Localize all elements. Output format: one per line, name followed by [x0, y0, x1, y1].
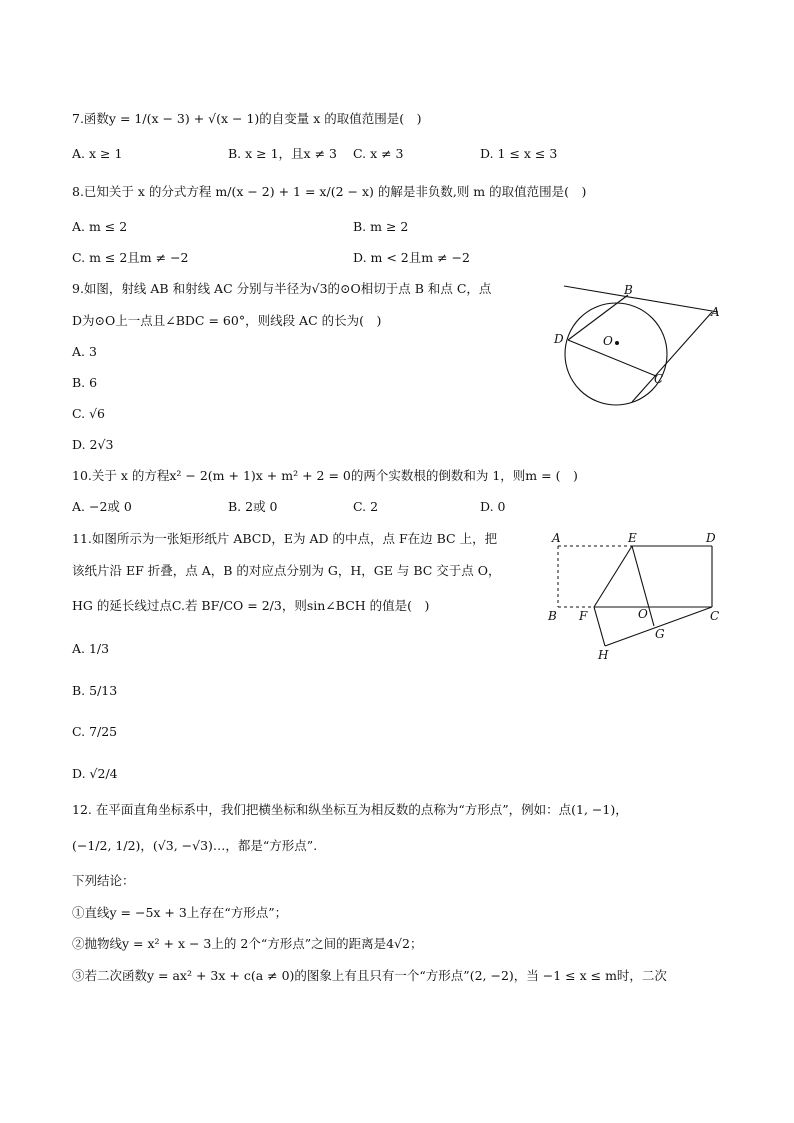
label-a: A — [711, 305, 720, 319]
q8-option-a: A. m ≤ 2 — [72, 219, 128, 234]
label-o: O — [638, 607, 648, 621]
q11-stem-line2: 该纸片沿 EF 折叠，点 A，B 的对应点分别为 G，H，GE 与 BC 交于点 O， — [72, 563, 501, 578]
q11-option-b: B. 5/13 — [72, 683, 118, 698]
label-e: E — [628, 531, 637, 545]
q11-stem-line3: HG 的延长线过点C.若 BF/CO = 2/3，则sin∠BCH 的值是( ) — [72, 598, 430, 613]
q11-rectangle-fold-figure — [546, 528, 728, 664]
q11-option-c: C. 7/25 — [72, 724, 118, 739]
q12-item-2: ②抛物线y = x² + x − 3上的 2个“方形点”之间的距离是4√2； — [72, 936, 423, 951]
label-g: G — [655, 627, 665, 641]
q9-circle-figure — [548, 278, 728, 408]
q9-option-a: A. 3 — [72, 344, 97, 359]
label-f: F — [579, 609, 588, 623]
label-b: B — [624, 283, 633, 297]
q7-option-b: B. x ≥ 1，且x ≠ 3 — [228, 146, 337, 161]
label-d: D — [554, 332, 564, 346]
q9-option-d: D. 2√3 — [72, 437, 114, 452]
ray-ac — [632, 312, 712, 402]
q9-option-c: C. √6 — [72, 406, 105, 421]
q8-option-c: C. m ≤ 2且m ≠ −2 — [72, 250, 189, 265]
q9-option-b: B. 6 — [72, 375, 98, 390]
q10-stem: 10.关于 x 的方程x² − 2(m + 1)x + m² + 2 = 0的两个实数根的倒数和为 1，则m = ( ) — [72, 468, 578, 483]
center-o — [615, 341, 619, 345]
q7-option-d: D. 1 ≤ x ≤ 3 — [480, 146, 558, 161]
circle-o — [565, 303, 667, 405]
q9-stem-line2: D为⊙O上一点且∠BDC = 60°，则线段 AC 的长为( ) — [72, 313, 382, 328]
q12-item-1: ①直线y = −5x + 3上存在“方形点”； — [72, 905, 288, 920]
q10-option-c: C. 2 — [353, 499, 379, 514]
segment-fh — [594, 607, 605, 646]
q12-intro: 下列结论： — [72, 873, 135, 888]
q8-stem: 8.已知关于 x 的分式方程 m/(x − 2) + 1 = x/(2 − x) 的解是非负数,则 m 的取值范围是( ) — [72, 184, 587, 199]
q7-option-c: C. x ≠ 3 — [353, 146, 404, 161]
q12-stem-line1: 12. 在平面直角坐标系中，我们把横坐标和纵坐标互为相反数的点称为“方形点”，例如：点(1, −1)， — [72, 802, 628, 817]
label-c: C — [710, 609, 720, 623]
q10-option-a: A. −2或 0 — [72, 499, 132, 514]
q12-item-3: ③若二次函数y = ax² + 3x + c(a ≠ 0)的图象上有且只有一个“方形点”(2, −2)，当 −1 ≤ x ≤ m时，二次 — [72, 968, 667, 983]
q7-stem: 7.函数y = 1/(x − 3) + √(x − 1)的自变量 x 的取值范围是( ) — [72, 111, 422, 126]
q11-option-a: A. 1/3 — [72, 641, 110, 656]
ray-ab — [564, 286, 718, 312]
q9-stem-line1: 9.如图，射线 AB 和射线 AC 分别与半径为√3的⊙O相切于点 B 和点 C，点 — [72, 281, 492, 296]
q10-option-b: B. 2或 0 — [228, 499, 278, 514]
q8-option-b: B. m ≥ 2 — [353, 219, 409, 234]
label-c: C — [654, 372, 664, 386]
q10-option-d: D. 0 — [480, 499, 506, 514]
q11-stem-line1: 11.如图所示为一张矩形纸片 ABCD，E为 AD 的中点，点 F在边 BC 上，把 — [72, 531, 498, 546]
label-o: O — [603, 334, 613, 348]
q12-stem-line2: (−1/2, 1/2)，(√3, −√3)…，都是“方形点”. — [72, 838, 318, 853]
q7-option-a: A. x ≥ 1 — [72, 146, 123, 161]
label-a: A — [552, 531, 561, 545]
chord-db — [568, 295, 628, 340]
q11-option-d: D. √2/4 — [72, 766, 118, 781]
label-d: D — [706, 531, 716, 545]
label-h: H — [598, 648, 609, 662]
fold-line-ef — [594, 546, 632, 607]
q8-option-d: D. m < 2且m ≠ −2 — [353, 250, 470, 265]
label-b: B — [548, 609, 557, 623]
